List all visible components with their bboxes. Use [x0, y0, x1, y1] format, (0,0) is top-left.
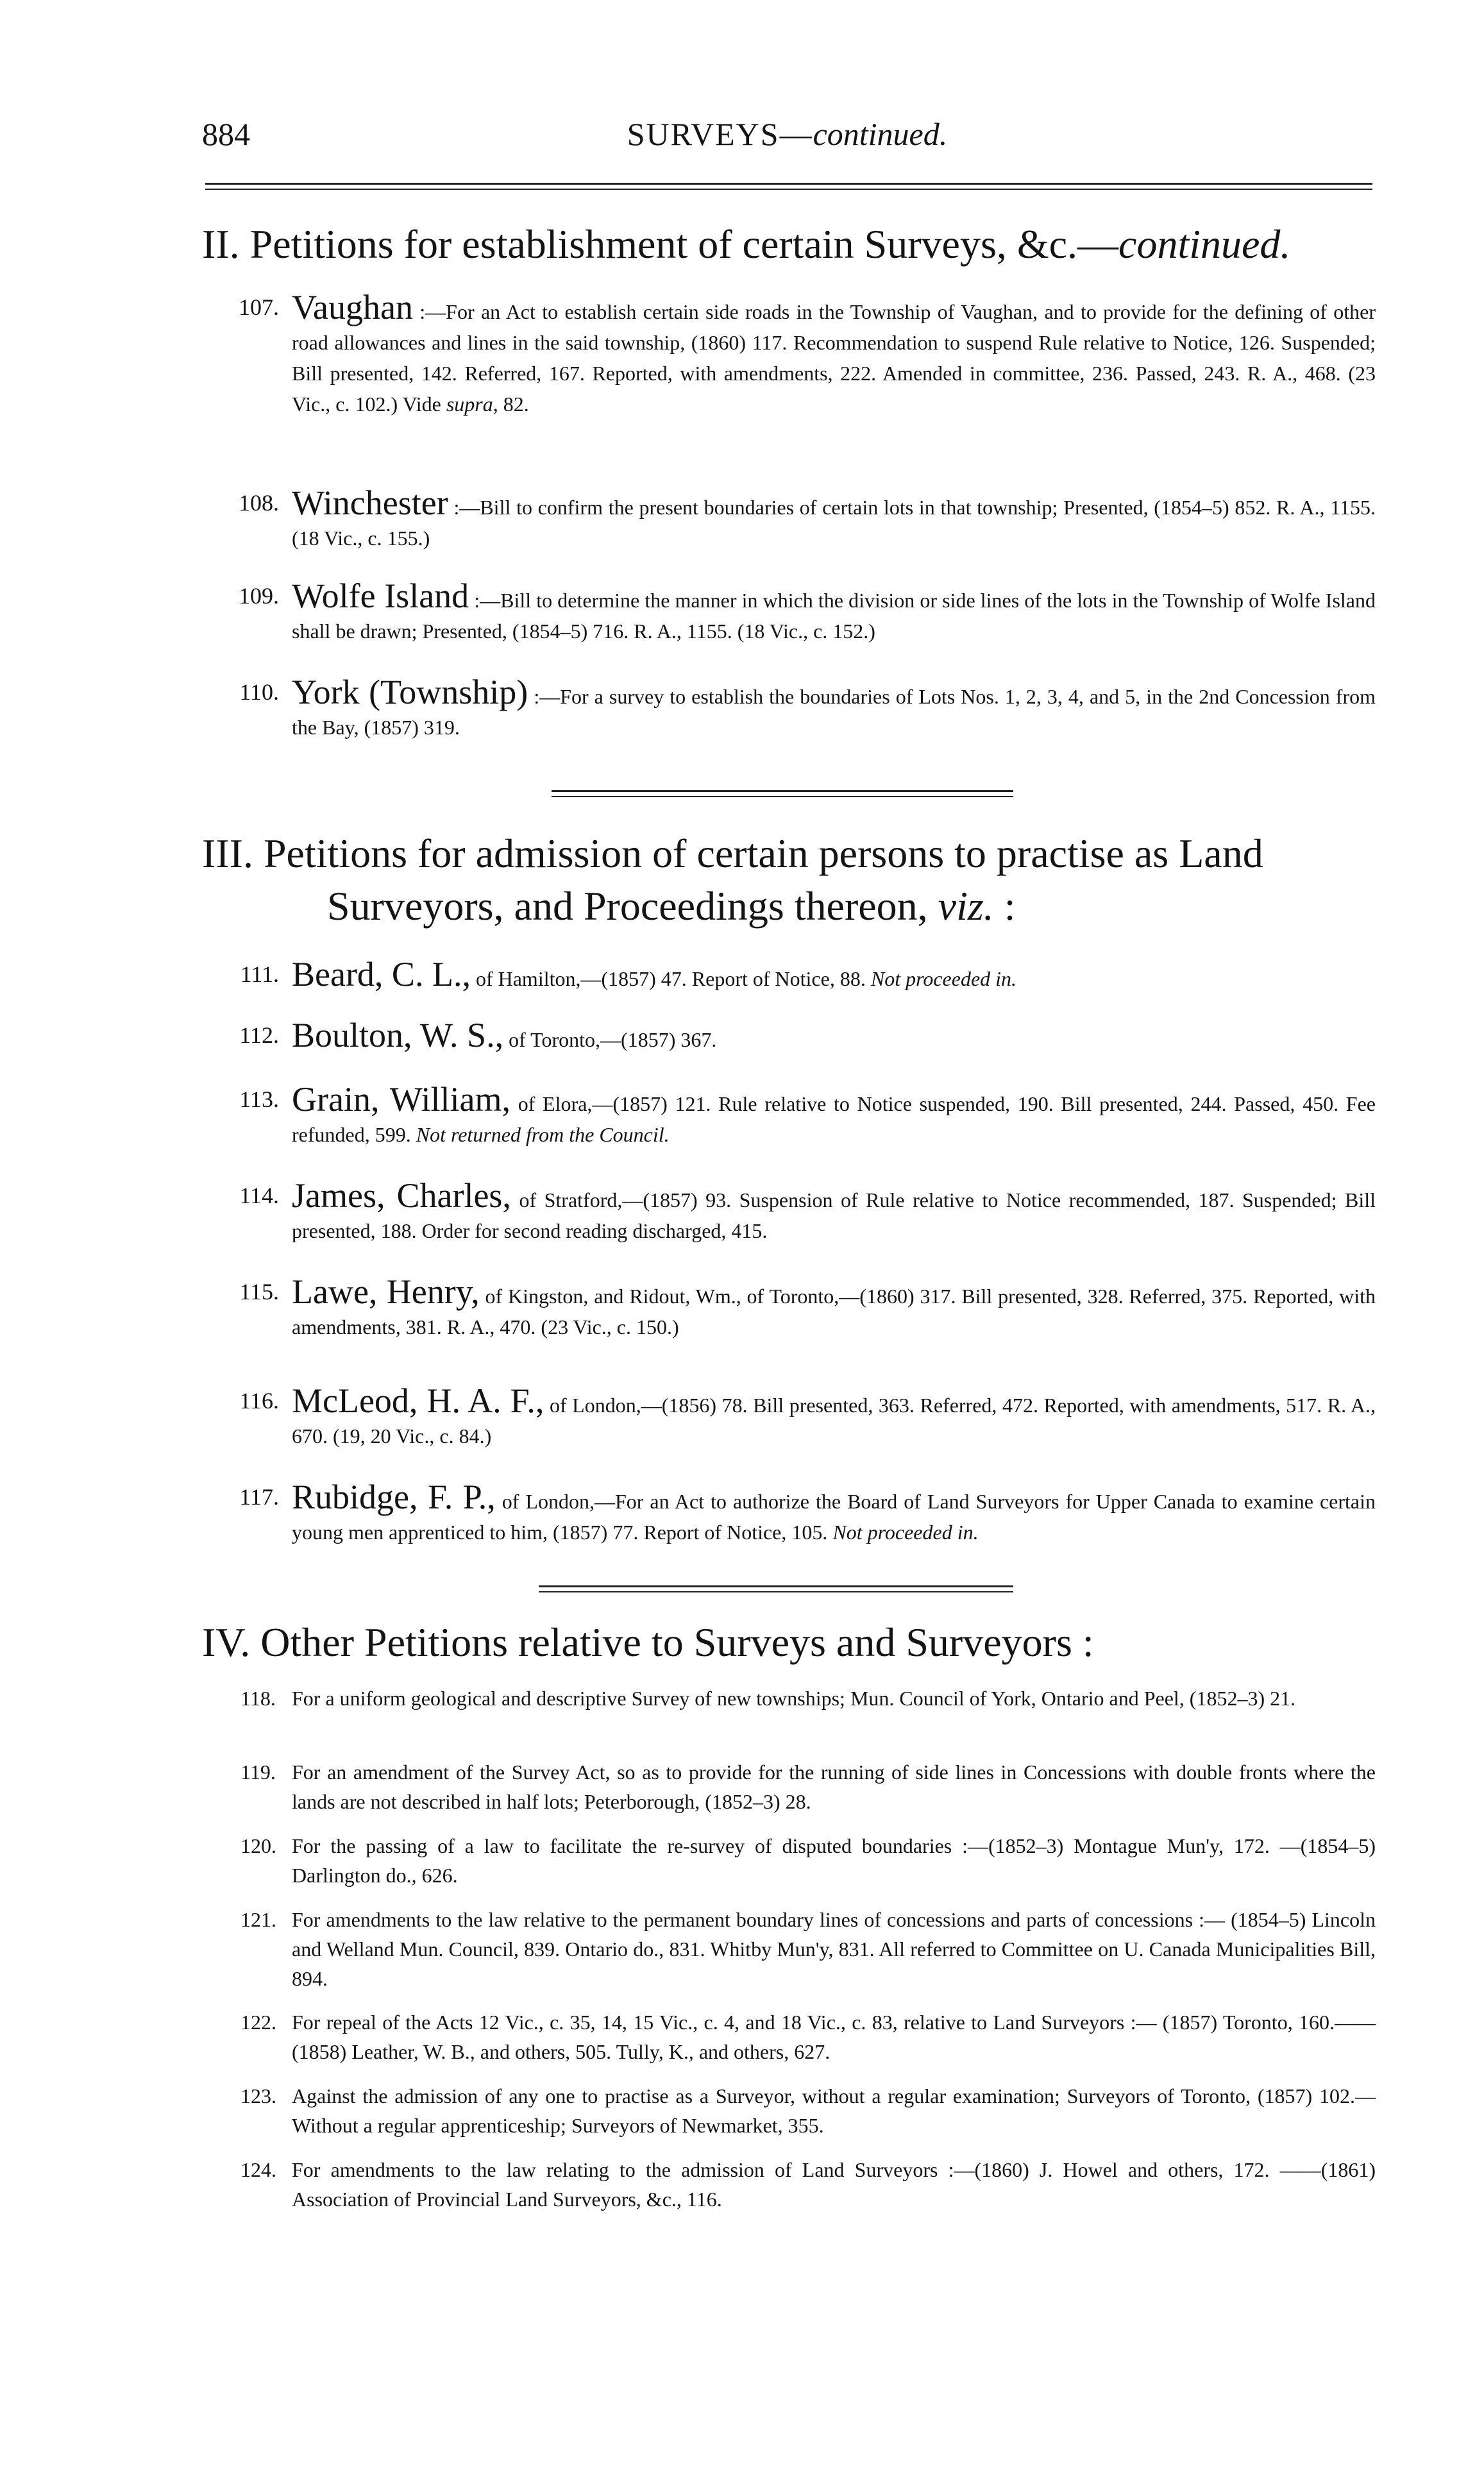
- entry-107: [239, 288, 1376, 419]
- entry-120: [240, 1831, 1376, 1890]
- entry-111: [240, 955, 1376, 994]
- entry-116: [239, 1381, 1376, 1451]
- entry-number: 118.: [240, 1687, 276, 1710]
- entry-number: 112.: [239, 1022, 279, 1048]
- entry-text: of London,—(1856) 78. Bill presented, 363. Referred, 472. Reported, with amendments, 517. R. A., 670. (19, 20 Vic., c. 84.): [292, 1394, 1376, 1448]
- entry-119: [240, 1757, 1376, 1816]
- entry-number: 124.: [240, 2158, 276, 2181]
- entry-112: [239, 1016, 1376, 1055]
- entry-text-italic: Not returned from the Council.: [416, 1123, 670, 1146]
- entry-text: For amendments to the law relating to the admission of Land Surveyors :—(1860) J. Howel and others, 172. ——(1861) Association of Provincial Land Surveyors, &c., 116.: [292, 2158, 1376, 2211]
- entry-115: [239, 1272, 1376, 1342]
- entry-text: Against the admission of any one to practise as a Surveyor, without a regular examination; Surveyors of Toronto, (1857) 102.—Without a regular apprenticeship; Surveyors of Newmarket, 355.: [292, 2084, 1376, 2137]
- entry-text: :—For a survey to establish the boundaries of Lots Nos. 1, 2, 3, 4, and 5, in the 2nd Concession from the Bay, (1857) 319.: [292, 685, 1376, 739]
- entry-text: :—Bill to determine the manner in which the division or side lines of the lots in the Township of Wolfe Island shall be drawn; Presented, (1854–5) 716. R. A., 1155. (18 Vic., c. 152.): [292, 589, 1376, 643]
- entry-text: of Kingston, and Ridout, Wm., of Toronto,—(1860) 317. Bill presented, 328. Referred, 375. Reported, with amendments, 381. R. A., 470. (23 Vic., c. 150.): [292, 1285, 1376, 1338]
- entry-122: [240, 2007, 1376, 2066]
- entry-text: of Stratford,—(1857) 93. Suspension of Rule relative to Notice recommended, 187. Suspended; Bill presented, 188. Order for second reading discharged, 415.: [292, 1188, 1376, 1242]
- entry-text: :—For an Act to establish certain side roads in the Township of Vaughan, and to provide for the defining of other road allowances and lines in the said township, (1860) 117. Recommendation to suspend Rule relative to Notice, 126. Suspended; Bill presented, 142. Referred, 167. Reported, with amendments, 222. Amended in committee, 236. Passed, 243. R. A., 468. (23 Vic., c. 102.) Vide: [292, 300, 1376, 416]
- entry-text: For amendments to the law relative to the permanent boundary lines of concessions and parts of concessions :— (1854–5) Lincoln and Welland Mun. Council, 839. Ontario do., 831. Whitby Mun'y, 831. All referred to Committee on U. Canada Municipalities Bill, 894.: [292, 1908, 1376, 1990]
- running-head-italic: continued.: [813, 116, 948, 152]
- entry-text: For repeal of the Acts 12 Vic., c. 35, 14, 15 Vic., c. 4, and 18 Vic., c. 83, relative to Land Surveyors :— (1857) Toronto, 160.——(1858) Leather, W. B., and others, 505. Tully, K., and others, 627.: [292, 2011, 1376, 2063]
- entry-number: 117.: [239, 1484, 279, 1510]
- entry-108: [239, 484, 1376, 553]
- entry-text-italic: supra,: [446, 393, 498, 416]
- section-2-heading-italic: continued.: [1118, 221, 1291, 267]
- entry-name: York (Township): [292, 673, 528, 711]
- running-head: [202, 115, 1372, 153]
- entry-number: 119.: [240, 1761, 276, 1784]
- entry-109: [239, 577, 1376, 646]
- section-3-heading-italic: viz.: [938, 883, 994, 929]
- entry-number: 111.: [240, 961, 279, 987]
- section-3-heading-line1: III. Petitions for admission of certain persons to practise as Land: [202, 831, 1263, 876]
- entry-name: Beard, C. L.,: [292, 955, 471, 993]
- entry-123: [240, 2081, 1376, 2140]
- header-rule: [205, 183, 1372, 190]
- entry-name: Wolfe Island: [292, 577, 469, 615]
- entry-number: 121.: [240, 1908, 276, 1931]
- section-2-heading-text: II. Petitions for establishment of certain Surveys, &c.—: [202, 221, 1119, 267]
- entry-text: of Toronto,—(1857) 367.: [503, 1028, 717, 1051]
- entry-121: [240, 1905, 1376, 1993]
- entry-text-italic: Not proceeded in.: [870, 967, 1017, 990]
- section-3-heading-end: :: [993, 883, 1016, 929]
- entry-name: Boulton, W. S.,: [292, 1016, 504, 1054]
- section-4-heading-text: IV. Other Petitions relative to Surveys and Surveyors :: [202, 1619, 1094, 1665]
- entry-text: For an amendment of the Survey Act, so as to provide for the running of side lines in Concessions with double fronts where the lands are not described in half lots; Peterborough, (1852–3) 28.: [292, 1761, 1376, 1813]
- entry-110: [239, 673, 1376, 743]
- entry-number: 110.: [239, 679, 279, 705]
- entry-118: [240, 1684, 1376, 1713]
- entry-number: 114.: [239, 1183, 279, 1208]
- entry-name: McLeod, H. A. F.,: [292, 1381, 544, 1420]
- entry-text: of London,—For an Act to authorize the Board of Land Surveyors for Upper Canada to examine certain young men apprenticed to him, (1857) 77. Report of Notice, 105.: [292, 1490, 1376, 1544]
- entry-text: For a uniform geological and descriptive Survey of new townships; Mun. Council of York, Ontario and Peel, (1852–3) 21.: [292, 1687, 1296, 1710]
- entry-text: of Hamilton,—(1857) 47. Report of Notice, 88.: [470, 967, 871, 990]
- entry-number: 113.: [239, 1086, 279, 1112]
- entry-114: [239, 1176, 1376, 1246]
- entry-number: 107.: [239, 294, 279, 320]
- page-header: [202, 115, 1372, 167]
- entry-124: [240, 2155, 1376, 2214]
- section-heading-2: [202, 218, 1376, 271]
- entry-number: 122.: [240, 2011, 276, 2034]
- entry-name: Rubidge, F. P.,: [292, 1478, 496, 1516]
- entry-text: of Elora,—(1857) 121. Rule relative to Notice suspended, 190. Bill presented, 244. Passed, 450. Fee refunded, 599.: [292, 1092, 1376, 1146]
- entry-text-italic: Not proceeded in.: [832, 1521, 979, 1544]
- page-number: 884: [202, 116, 250, 152]
- entry-name: Vaughan: [292, 288, 413, 326]
- entry-text-end: 82.: [498, 393, 529, 416]
- entry-number: 109.: [239, 583, 279, 609]
- entry-number: 116.: [239, 1388, 279, 1414]
- section-divider: [552, 790, 1013, 797]
- section-3-heading-line2: Surveyors, and Proceedings thereon,: [327, 883, 938, 929]
- entry-113: [239, 1080, 1376, 1150]
- entry-text: :—Bill to confirm the present boundaries of certain lots in that township; Presented, (1854–5) 852. R. A., 1155. (18 Vic., c. 155.): [292, 496, 1376, 550]
- entry-117: [239, 1478, 1376, 1548]
- section-heading-4: [202, 1616, 1376, 1669]
- entry-name: Lawe, Henry,: [292, 1272, 480, 1311]
- section-divider: [539, 1585, 1013, 1592]
- entry-name: James, Charles,: [292, 1176, 511, 1215]
- entry-number: 123.: [240, 2084, 276, 2107]
- entry-name: Grain, William,: [292, 1080, 510, 1119]
- entry-number: 115.: [239, 1279, 279, 1305]
- running-head-main: SURVEYS—: [627, 116, 813, 152]
- entry-name: Winchester: [292, 484, 448, 522]
- entry-number: 120.: [240, 1834, 276, 1857]
- entry-number: 108.: [239, 490, 279, 516]
- section-heading-3: [202, 827, 1376, 933]
- entry-text: For the passing of a law to facilitate the re-survey of disputed boundaries :—(1852–3) Montague Mun'y, 172. —(1854–5) Darlington do., 626.: [292, 1834, 1376, 1887]
